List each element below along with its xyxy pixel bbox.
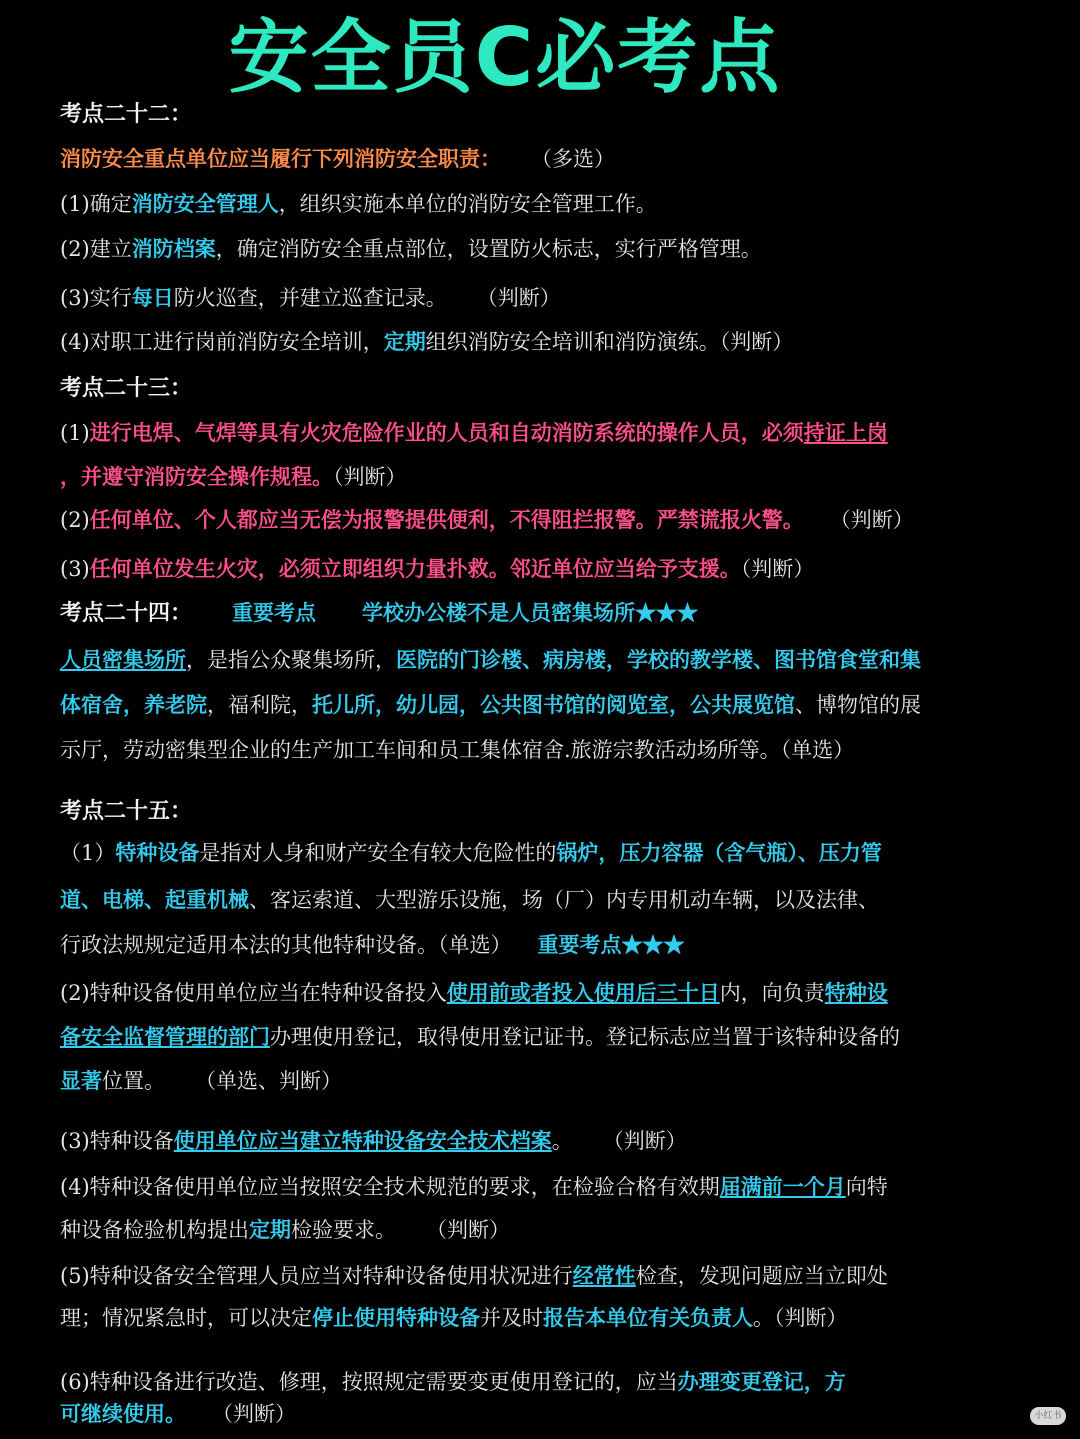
- k22-item-2: [60, 234, 762, 264]
- k23-item-3: [60, 554, 814, 584]
- k25-item-5-cont: [60, 1303, 848, 1333]
- highlight-underlined: 经常性: [572, 1263, 636, 1288]
- text: (3)实行: [60, 286, 132, 310]
- k22-intro-text: 消防安全重点单位应当履行下列消防安全职责：: [60, 146, 501, 171]
- highlight: 锅炉，压力容器（含气瓶）、压力管: [556, 840, 882, 865]
- k25-item-6-cont: [60, 1399, 296, 1429]
- k25-item-1: [60, 838, 882, 868]
- k24-heading-line: [60, 598, 698, 628]
- k24-note: 学校办公楼不是人员密集场所★★★: [362, 600, 699, 625]
- text: 。（判断）: [753, 1306, 848, 1330]
- highlight-underlined: 使用单位应当建立特种设备安全技术档案: [173, 1128, 552, 1153]
- section-heading-23: 考点二十三：: [60, 375, 193, 401]
- k25-item-1-cont-1: [60, 885, 879, 915]
- text: ，组织实施本单位的消防安全管理工作。: [278, 192, 657, 216]
- highlight: 消防档案: [131, 236, 216, 261]
- text: 示厅，劳动密集型企业的生产加工车间和员工集体宿舍.旅游宗教活动场所等。（单选）: [60, 738, 855, 762]
- k22-intro: [60, 144, 615, 174]
- highlight: 报告本单位有关负责人: [543, 1305, 753, 1330]
- highlight-underlined: 持证上岗: [803, 420, 888, 445]
- k22-intro-tag: （多选）: [531, 147, 615, 171]
- highlight: 特种设备: [115, 840, 200, 865]
- text: ，是指公众聚集场所，: [186, 648, 396, 672]
- text: 防火巡查，并建立巡查记录。: [173, 286, 447, 310]
- text: 检查，发现问题应当立即处: [635, 1264, 888, 1288]
- page-title: 安全员C必考点: [228, 11, 782, 104]
- text: 行政法规规定适用本法的其他特种设备。（单选）: [60, 933, 512, 957]
- k25-item-6: [60, 1367, 846, 1397]
- highlight: 医院的门诊楼、病房楼，学校的教学楼、图书馆食堂和集: [396, 647, 921, 672]
- text: 理；情况紧急时，可以决定: [60, 1306, 312, 1330]
- section-heading-25: 考点二十五：: [60, 798, 193, 824]
- k24-line-3: [60, 735, 854, 765]
- question-type-tag: （判断）: [476, 286, 561, 310]
- text: (2)建立: [60, 237, 132, 261]
- k25-item-2-cont-2: [60, 1066, 342, 1096]
- section-heading-22: 考点二十二：: [60, 101, 193, 127]
- highlight: 消防安全管理人: [131, 191, 279, 216]
- text: (5)特种设备安全管理人员应当对特种设备使用状况进行: [60, 1264, 573, 1288]
- important-tag: 重要考点★★★: [537, 932, 685, 957]
- k22-item-4: [60, 327, 793, 357]
- text: 并及时: [480, 1306, 543, 1330]
- question-type-tag: （判断）: [602, 1129, 687, 1153]
- text: （1）: [60, 841, 116, 865]
- text: 位置。: [102, 1069, 165, 1093]
- text: (4)对职工进行岗前消防安全培训，: [60, 330, 384, 354]
- text: ，确定消防安全重点部位，设置防火标志，实行严格管理。: [215, 237, 762, 261]
- question-type-tag: （判断）: [212, 1402, 296, 1426]
- text: 组织消防安全培训和消防演练。（判断）: [425, 330, 794, 354]
- text: (6)特种设备进行改造、修理，按照规定需要变更使用登记的，应当: [60, 1370, 678, 1394]
- highlight: ，并遵守消防安全操作规程。: [60, 464, 333, 489]
- text: 。: [551, 1129, 573, 1153]
- text: 检验要求。: [291, 1218, 396, 1242]
- highlight: 每日: [131, 285, 174, 310]
- k25-item-4-cont: [60, 1215, 510, 1245]
- highlight: 托儿所，幼儿园，公共图书馆的阅览室，公共展览馆: [312, 692, 795, 717]
- highlight: 显著: [60, 1068, 102, 1093]
- text: (2)特种设备使用单位应当在特种设备投入: [60, 981, 447, 1005]
- k25-item-2: [60, 978, 888, 1008]
- highlight-underlined: 使用前或者投入使用后三十日: [446, 980, 720, 1005]
- highlight: 可继续使用。: [60, 1401, 186, 1426]
- k25-item-4: [60, 1172, 888, 1202]
- text: 内，向负责: [719, 981, 825, 1005]
- question-type-tag: （判断）: [740, 557, 815, 581]
- text: (1): [60, 421, 90, 445]
- k23-item-1-cont: [60, 462, 407, 492]
- highlight: 定期: [383, 329, 426, 354]
- k25-item-3: [60, 1126, 687, 1156]
- text: 向特: [845, 1175, 888, 1199]
- k23-item-1: [60, 418, 888, 448]
- k22-item-3: [60, 283, 561, 313]
- highlight-underlined: 人员密集场所: [60, 647, 186, 672]
- k25-item-5: [60, 1261, 888, 1291]
- highlight-underlined: 特种设: [824, 980, 888, 1005]
- highlight: 道、电梯、起重机械: [60, 887, 249, 912]
- text: 、博物馆的展: [795, 693, 921, 717]
- k24-line-2: [60, 690, 921, 720]
- highlight: 停止使用特种设备: [312, 1305, 480, 1330]
- highlight: 进行电焊、气焊等具有火灾危险作业的人员和自动消防系统的操作人员，必须: [89, 420, 804, 445]
- question-type-tag: （判断）: [426, 1218, 510, 1242]
- text: 种设备检验机构提出: [60, 1218, 249, 1242]
- question-type-tag: （单选、判断）: [195, 1069, 342, 1093]
- text: (1)确定: [60, 192, 132, 216]
- text: 、客运索道、大型游乐设施，场（厂）内专用机动车辆，以及法律、: [249, 888, 879, 912]
- section-heading-24: 考点二十四：: [60, 600, 193, 626]
- text: 办理使用登记，取得使用登记证书。登记标志应当置于该特种设备的: [270, 1025, 900, 1049]
- text: (2): [60, 508, 90, 532]
- question-type-tag: （判断）: [333, 465, 407, 489]
- k23-item-2: [60, 505, 914, 535]
- highlight: 任何单位发生火灾，必须立即组织力量扑救。邻近单位应当给予支援。: [89, 556, 741, 581]
- watermark-logo: 小红书: [1030, 1407, 1066, 1425]
- highlight: 任何单位、个人都应当无偿为报警提供便利，不得阻拦报警。严禁谎报火警。: [89, 507, 804, 532]
- k25-item-1-cont-2: [60, 930, 685, 960]
- question-type-tag: （判断）: [829, 508, 914, 532]
- highlight: 体宿舍，养老院: [60, 692, 207, 717]
- text: (4)特种设备使用单位应当按照安全技术规范的要求，在检验合格有效期: [60, 1175, 720, 1199]
- text: ，福利院，: [207, 693, 312, 717]
- k22-item-1: [60, 189, 657, 219]
- text: (3)特种设备: [60, 1129, 174, 1153]
- text: (3): [60, 557, 90, 581]
- highlight: 办理变更登记，方: [677, 1369, 846, 1394]
- highlight-underlined: 届满前一个月: [719, 1174, 846, 1199]
- important-tag: 重要考点: [232, 600, 317, 625]
- text: 是指对人身和财产安全有较大危险性的: [199, 841, 557, 865]
- highlight-underlined: 备安全监督管理的部门: [60, 1024, 270, 1049]
- highlight: 定期: [249, 1217, 291, 1242]
- k25-item-2-cont-1: [60, 1022, 900, 1052]
- k24-line-1: [60, 645, 921, 675]
